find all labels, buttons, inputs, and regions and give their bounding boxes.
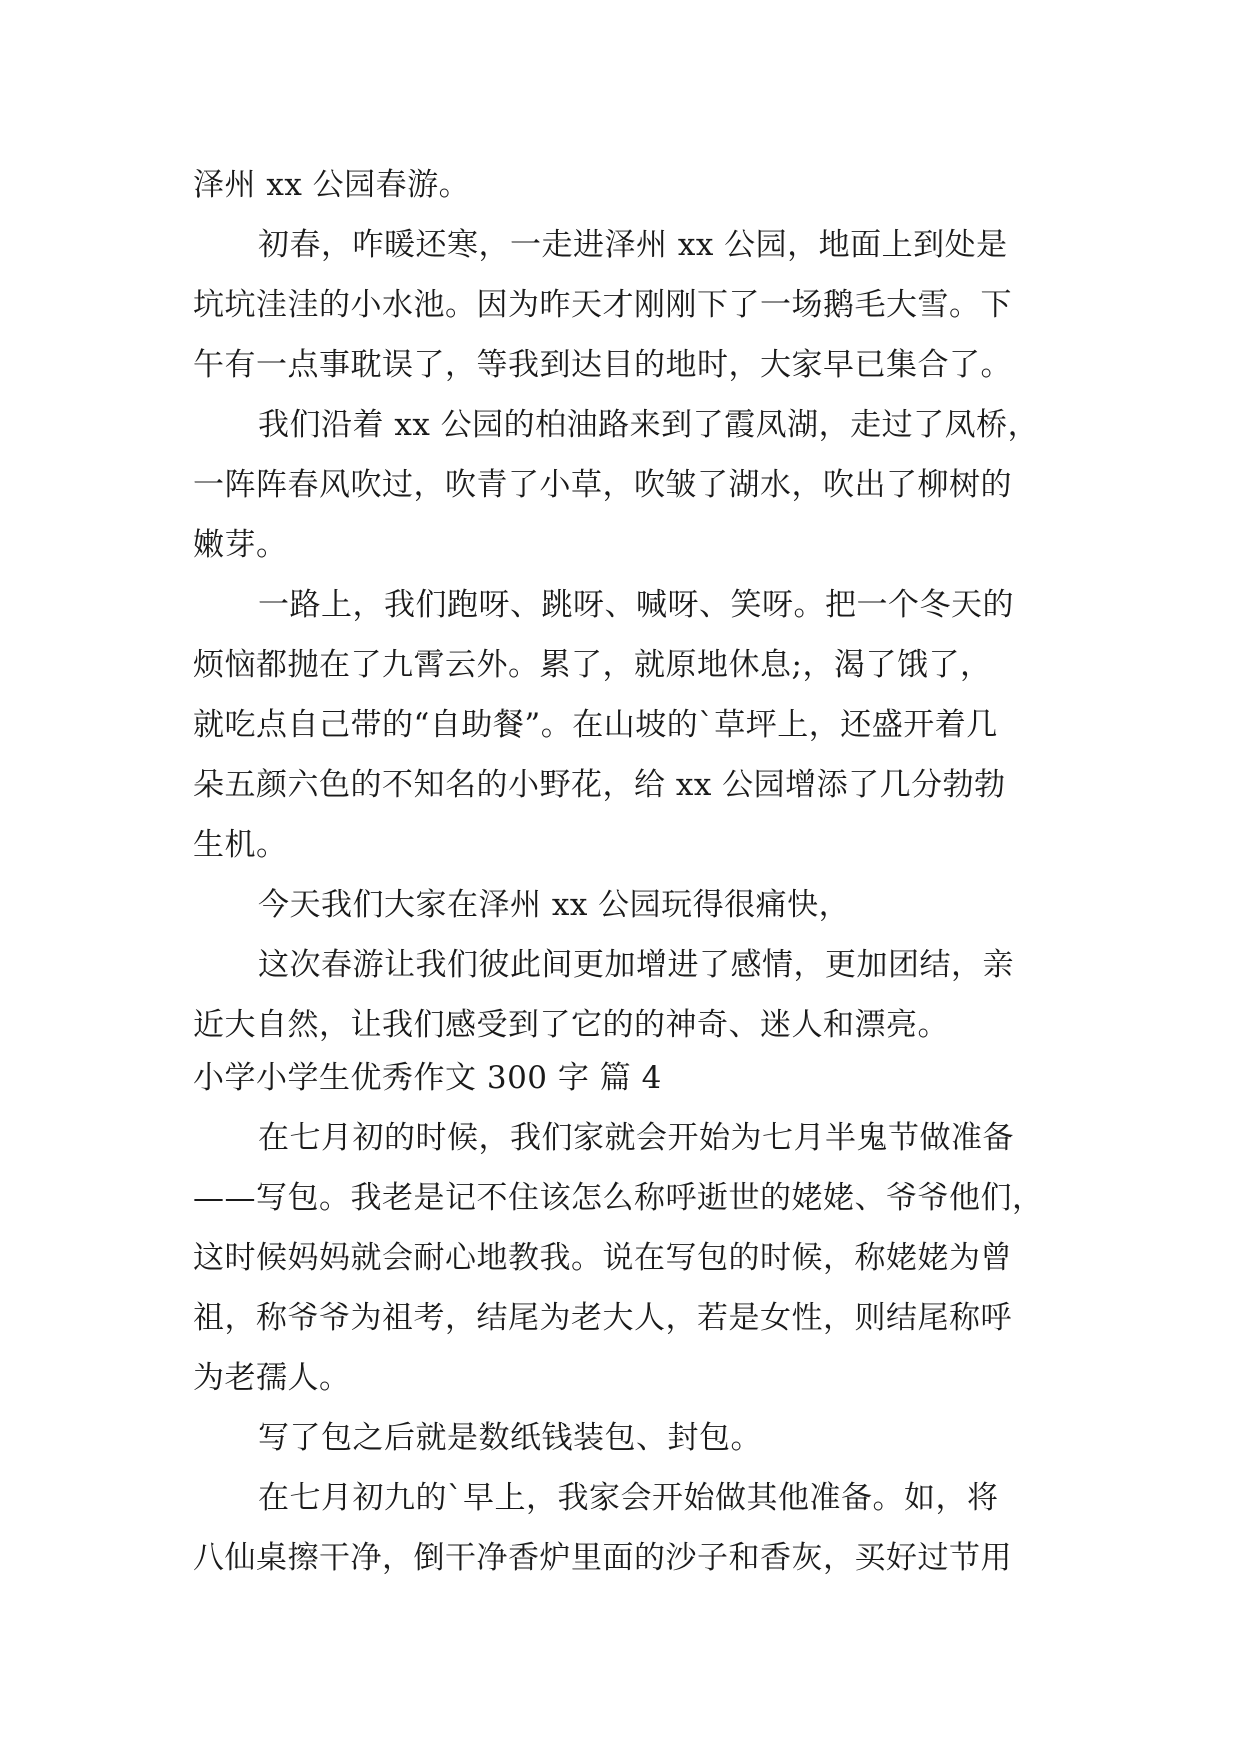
- section-heading: 小学小学生优秀作文 300 字 篇 4: [193, 1060, 662, 1096]
- text-line: 烦恼都抛在了九霄云外。累了，就原地休息;，渴了饿了，: [193, 647, 992, 683]
- text-line: 一阵阵春风吹过，吹青了小草，吹皱了湖水，吹出了柳树的: [193, 467, 1012, 503]
- paragraph-start: 初春，咋暖还寒，一走进泽州 xx 公园，地面上到处是: [258, 227, 1008, 263]
- paragraph-start: 我们沿着 xx 公园的柏油路来到了霞凤湖，走过了凤桥，: [258, 407, 1040, 443]
- text-line: 祖，称爷爷为祖考，结尾为老大人，若是女性，则结尾称呼: [193, 1300, 1012, 1336]
- paragraph-start: 一路上，我们跑呀、跳呀、喊呀、笑呀。把一个冬天的: [258, 587, 1014, 623]
- text-line: 八仙桌擦干净，倒干净香炉里面的沙子和香灰，买好过节用: [193, 1540, 1012, 1576]
- paragraph-start: 在七月初的时候，我们家就会开始为七月半鬼节做准备: [258, 1120, 1014, 1156]
- text-line: 嫩芽。: [193, 527, 288, 563]
- paragraph-start: 今天我们大家在泽州 xx 公园玩得很痛快，: [258, 887, 851, 923]
- text-line: 午有一点事耽误了，等我到达目的地时，大家早已集合了。: [193, 347, 1012, 383]
- paragraph-start: 在七月初九的`早上，我家会开始做其他准备。如，将: [258, 1480, 999, 1516]
- text-line: 近大自然，让我们感受到了它的的神奇、迷人和漂亮。: [193, 1007, 949, 1043]
- text-line: 泽州 xx 公园春游。: [193, 167, 471, 203]
- text-line: 为老孺人。: [193, 1360, 351, 1396]
- text-line: 这时候妈妈就会耐心地教我。说在写包的时候，称姥姥为曾: [193, 1240, 1012, 1276]
- paragraph-start: 写了包之后就是数纸钱装包、封包。: [258, 1420, 762, 1456]
- text-line: 坑坑洼洼的小水池。因为昨天才刚刚下了一场鹅毛大雪。下: [193, 287, 1012, 323]
- text-line: 生机。: [193, 827, 288, 863]
- text-line: 朵五颜六色的不知名的小野花，给 xx 公园增添了几分勃勃: [193, 767, 1006, 803]
- paragraph-start: 这次春游让我们彼此间更加增进了感情，更加团结，亲: [258, 947, 1014, 983]
- text-line: ——写包。我老是记不住该怎么称呼逝世的姥姥、爷爷他们，: [193, 1180, 1044, 1216]
- text-line: 就吃点自己带的“自助餐”。在山坡的`草坪上，还盛开着几: [193, 707, 998, 743]
